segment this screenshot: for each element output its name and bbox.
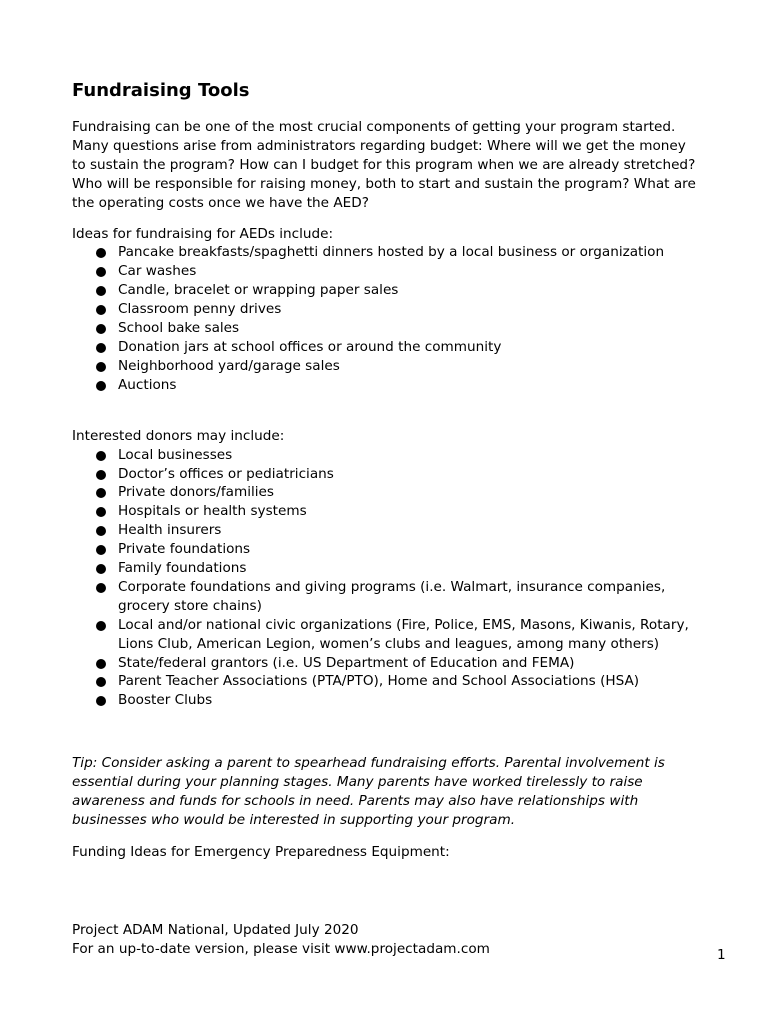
donors-list xyxy=(72,446,702,711)
list-item-text: State/federal grantors (i.e. US Department of Education and FEMA) xyxy=(118,654,575,671)
list-item-text: Candle, bracelet or wrapping paper sales xyxy=(118,282,399,299)
list-item xyxy=(118,540,702,559)
bullet-icon xyxy=(96,659,106,669)
list-item-text: Family foundations xyxy=(118,560,247,577)
bullet-icon xyxy=(96,526,106,536)
bullet-icon xyxy=(96,545,106,555)
bullet-icon xyxy=(96,696,106,706)
bullet-icon xyxy=(96,362,106,372)
list-item-text: Car washes xyxy=(118,263,197,280)
spacer xyxy=(72,395,702,427)
list-item xyxy=(118,672,702,691)
list-item xyxy=(118,483,702,502)
bullet-icon xyxy=(96,677,106,687)
list-item-text: Auctions xyxy=(118,376,177,393)
donors-label: Interested donors may include: xyxy=(72,427,285,444)
list-item-text: Local businesses xyxy=(118,446,233,463)
list-item xyxy=(118,262,702,281)
list-item-text: Classroom penny drives xyxy=(118,301,282,318)
list-item-text: School bake sales xyxy=(118,320,240,337)
list-item-text: Doctor’s offices or pediatricians xyxy=(118,465,334,482)
equipment-label: Funding Ideas for Emergency Preparedness Equipment: xyxy=(72,843,450,860)
ideas-label: Ideas for fundraising for AEDs include: xyxy=(72,225,334,242)
bullet-icon xyxy=(96,470,106,480)
list-item-text: Booster Clubs xyxy=(118,692,213,709)
list-item xyxy=(118,654,702,673)
bullet-icon xyxy=(96,621,106,631)
bullet-icon xyxy=(96,324,106,334)
bullet-icon xyxy=(96,343,106,353)
list-item-text: Private donors/families xyxy=(118,484,274,501)
list-item xyxy=(118,376,702,395)
bullet-icon xyxy=(96,305,106,315)
page-number: 1 xyxy=(717,947,726,963)
tip-paragraph: Tip: Consider asking a parent to spearhead fundraising efforts. Parental involvement is essential during your planning stages. Many parents have worked tirelessly to raise awareness and funds for schools in need. Parents may also have relationships with businesses who would be interested in supporting your program. xyxy=(72,755,665,828)
list-item xyxy=(118,319,702,338)
list-item xyxy=(118,578,702,616)
document-body xyxy=(72,78,702,862)
list-item-text: Parent Teacher Associations (PTA/PTO), Home and School Associations (HSA) xyxy=(118,673,640,690)
list-item xyxy=(118,338,702,357)
list-item-text: Health insurers xyxy=(118,522,222,539)
list-item xyxy=(118,357,702,376)
bullet-icon xyxy=(96,583,106,593)
list-item-text: Corporate foundations and giving programs (i.e. Walmart, insurance companies, grocery store chains) xyxy=(118,578,666,614)
page-footer xyxy=(72,921,702,959)
bullet-icon xyxy=(96,267,106,277)
list-item-text: Donation jars at school offices or around the community xyxy=(118,338,502,355)
list-item xyxy=(118,521,702,540)
bullet-icon xyxy=(96,488,106,498)
list-item xyxy=(118,502,702,521)
list-item xyxy=(118,616,702,654)
list-item-text: Neighborhood yard/garage sales xyxy=(118,357,340,374)
list-item xyxy=(118,465,702,484)
footer-line-website: For an up-to-date version, please visit www.projectadam.com xyxy=(72,941,490,957)
bullet-icon xyxy=(96,286,106,296)
list-item xyxy=(118,243,702,262)
bullet-icon xyxy=(96,381,106,391)
list-item xyxy=(118,446,702,465)
list-item-text: Local and/or national civic organizations (Fire, Police, EMS, Masons, Kiwanis, Rotary, Lions Club, American Legion, women’s clubs and leagues, among many others) xyxy=(118,616,689,652)
list-item-text: Pancake breakfasts/spaghetti dinners hosted by a local business or organization xyxy=(118,244,665,261)
list-item xyxy=(118,559,702,578)
spacer xyxy=(72,710,702,754)
bullet-icon xyxy=(96,451,106,461)
list-item-text: Hospitals or health systems xyxy=(118,503,307,520)
intro-paragraph: Fundraising can be one of the most crucial components of getting your program started. Many questions arise from administrators regarding budget: Where will we get the money to sustain the program? How can I budget for this program when we are already stretched? Who will be responsible for raising money, both to start and sustain the program? What are the operating costs once we have the AED? xyxy=(72,119,696,211)
list-item xyxy=(118,691,702,710)
bullet-icon xyxy=(96,248,106,258)
bullet-icon xyxy=(96,564,106,574)
list-item xyxy=(118,300,702,319)
ideas-list xyxy=(72,243,702,394)
bullet-icon xyxy=(96,507,106,517)
list-item xyxy=(118,281,702,300)
page-title: Fundraising Tools xyxy=(72,80,250,101)
footer-line-updated: Project ADAM National, Updated July 2020 xyxy=(72,922,359,938)
list-item-text: Private foundations xyxy=(118,541,251,558)
